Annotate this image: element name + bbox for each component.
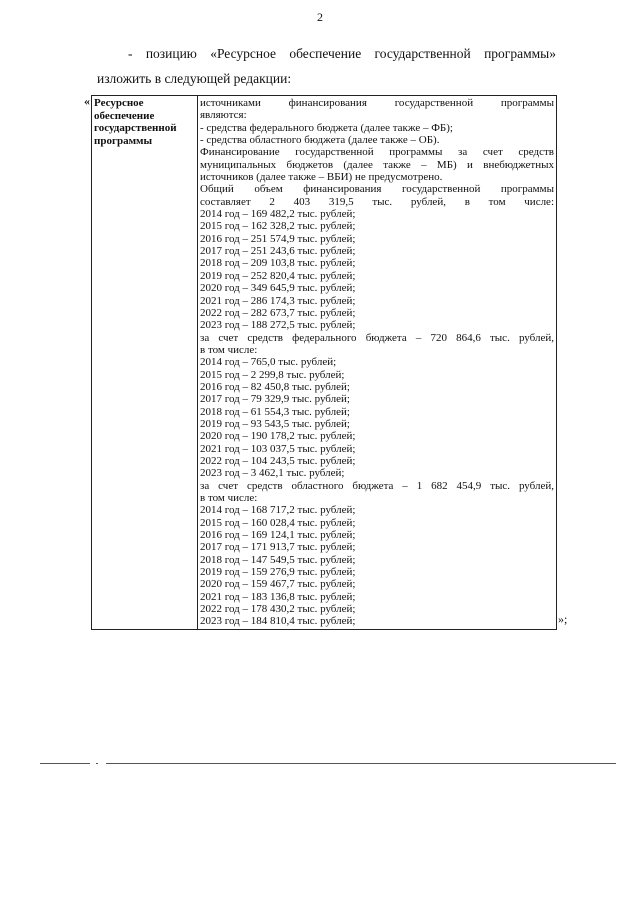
content-text-line: 2014 год – 169 482,2 тыс. рублей;: [200, 208, 356, 221]
content-text-line: 2020 год – 159 467,7 тыс. рублей;: [200, 578, 356, 591]
page-number: 2: [317, 10, 323, 24]
content-text-line: Общий объем финансирования государственной программы: [200, 183, 554, 196]
content-text-line: 2018 год – 147 549,5 тыс. рублей;: [200, 553, 356, 566]
content-text-line: 2023 год – 184 810,4 тыс. рублей;: [200, 615, 356, 628]
content-text-line: 2015 год – 2 299,8 тыс. рублей;: [200, 368, 345, 381]
content-text-line: источниками финансирования государственной программы: [200, 97, 554, 109]
content-text-line: Финансирование государственной программы за счет средств: [200, 146, 554, 159]
row-content-cell: [198, 96, 557, 630]
content-text-line: за счет средств федерального бюджета – 720 864,6 тыс. рублей,: [200, 331, 554, 344]
row-label-line: Ресурсное: [94, 97, 144, 109]
row-label-line: обеспечение: [94, 109, 155, 122]
content-text-line: 2014 год – 765,0 тыс. рублей;: [200, 356, 337, 369]
content-text-line: 2015 год – 160 028,4 тыс. рублей;: [200, 516, 356, 529]
content-text-line: в том числе:: [200, 492, 258, 504]
content-text-line: - средства федерального бюджета (далее также – ФБ);: [200, 121, 453, 134]
content-text-line: 2020 год – 190 178,2 тыс. рублей;: [200, 430, 356, 443]
resource-provision-table: [91, 95, 557, 630]
content-text-line: 2016 год – 251 574,9 тыс. рублей;: [200, 232, 356, 245]
content-text-line: 2016 год – 82 450,8 тыс. рублей;: [200, 380, 350, 393]
content-text-line: - средства областного бюджета (далее также – ОБ).: [200, 134, 440, 147]
content-text-line: 2023 год – 3 462,1 тыс. рублей;: [200, 467, 345, 480]
footer-divider-line: [106, 763, 616, 764]
content-text-line: 2021 год – 286 174,3 тыс. рублей;: [200, 294, 356, 307]
content-text-line: 2017 год – 171 913,7 тыс. рублей;: [200, 541, 356, 554]
content-text-line: 2022 год – 282 673,7 тыс. рублей;: [200, 306, 356, 319]
table-row: [92, 96, 557, 630]
content-text-line: 2018 год – 61 554,3 тыс. рублей;: [200, 405, 350, 418]
content-text-line: 2016 год – 169 124,1 тыс. рублей;: [200, 529, 356, 542]
content-text-line: 2020 год – 349 645,9 тыс. рублей;: [200, 282, 356, 295]
content-text-line: являются:: [200, 109, 247, 122]
content-text-line: 2022 год – 104 243,5 тыс. рублей;: [200, 454, 356, 467]
closing-quote-mark: »;: [558, 612, 568, 626]
content-text-line: в том числе:: [200, 343, 258, 356]
content-text-line: 2019 год – 159 276,9 тыс. рублей;: [200, 566, 356, 579]
content-text-line: 2017 год – 251 243,6 тыс. рублей;: [200, 245, 356, 258]
intro-instruction-continuation: изложить в следующей редакции:: [97, 71, 292, 86]
row-label-line: программы: [94, 134, 153, 147]
footer-divider-segment: [40, 763, 90, 764]
content-text-line: 2018 год – 209 103,8 тыс. рублей;: [200, 257, 356, 270]
row-label-cell: [92, 96, 198, 630]
content-text-line: 2022 год – 178 430,2 тыс. рублей;: [200, 603, 356, 616]
opening-quote-mark: «: [84, 94, 90, 108]
content-text-line: 2019 год – 252 820,4 тыс. рублей;: [200, 269, 356, 282]
content-text-line: 2014 год – 168 717,2 тыс. рублей;: [200, 504, 356, 517]
footer-divider-dot: [96, 763, 98, 764]
content-text-line: 2021 год – 183 136,8 тыс. рублей;: [200, 590, 356, 603]
intro-instruction-line: - позицию «Ресурсное обеспечение государственной программы»: [128, 46, 556, 61]
content-text-line: составляет 2 403 319,5 тыс. рублей, в том числе:: [200, 195, 554, 208]
content-text-line: 2017 год – 79 329,9 тыс. рублей;: [200, 393, 350, 406]
content-text-line: за счет средств областного бюджета – 1 682 454,9 тыс. рублей,: [200, 479, 554, 492]
content-text-line: 2015 год – 162 328,2 тыс. рублей;: [200, 220, 356, 233]
row-label-line: государственной: [94, 122, 177, 134]
content-text-line: муниципальных бюджетов (далее также – МБ) и внебюджетных: [200, 158, 554, 171]
content-text-line: 2023 год – 188 272,5 тыс. рублей;: [200, 319, 356, 332]
content-text-line: 2021 год – 103 037,5 тыс. рублей;: [200, 442, 356, 455]
content-text-line: 2019 год – 93 543,5 тыс. рублей;: [200, 417, 350, 430]
content-text-line: источников (далее также – ВБИ) не предусмотрено.: [200, 171, 443, 184]
